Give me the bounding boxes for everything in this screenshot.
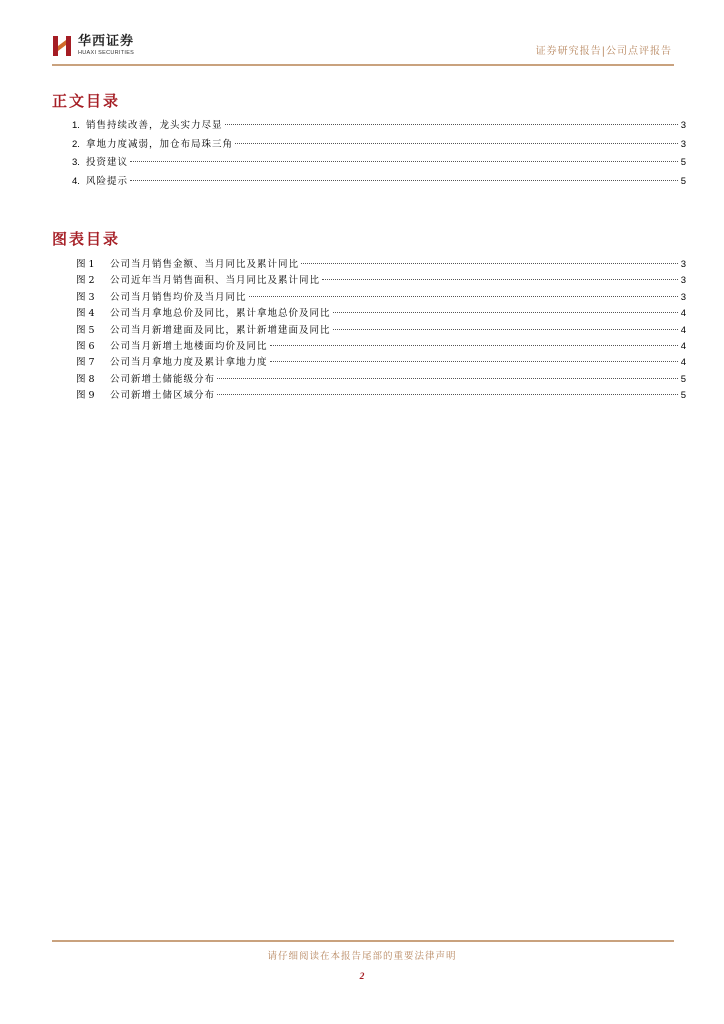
figure-label: 图 4 (76, 308, 95, 320)
toc-entry[interactable] (72, 136, 686, 155)
toc-entry-title: 风险提示 (86, 175, 129, 187)
toc-title: 正文目录 (52, 92, 121, 110)
toc-entry[interactable] (72, 173, 686, 192)
toc-list (72, 117, 686, 191)
toc-entry-title: 拿地力度减弱，加仓布局珠三角 (86, 138, 234, 150)
header-divider (52, 64, 674, 66)
figure-page: 4 (680, 357, 686, 369)
dot-leader (333, 329, 678, 330)
figure-page: 3 (680, 259, 686, 270)
dot-leader (225, 124, 678, 125)
dot-leader (270, 361, 678, 362)
figure-entry[interactable] (76, 354, 686, 370)
toc-entry-title: 销售持续改善，龙头实力尽显 (86, 120, 223, 131)
toc-entry[interactable] (72, 154, 686, 173)
page-header (52, 34, 674, 66)
figure-title: 公司当月销售均价及当月同比 (110, 291, 247, 303)
dot-leader (217, 378, 678, 379)
figure-label: 图 6 (76, 340, 95, 352)
figure-title: 公司新增土储区域分布 (110, 390, 216, 402)
toc-entry-page: 5 (680, 175, 686, 187)
toc-entry-page: 3 (680, 138, 686, 150)
figure-entry[interactable] (76, 289, 686, 305)
figure-title: 公司新增土储能级分布 (110, 373, 216, 385)
toc-entry[interactable] (72, 117, 686, 136)
dot-leader (270, 345, 678, 346)
figure-title: 公司当月拿地总价及同比，累计拿地总价及同比 (110, 308, 331, 320)
brand-logo (52, 34, 134, 58)
figure-list (76, 256, 686, 404)
figure-page: 4 (680, 340, 686, 352)
toc-entry-number: 4. (72, 175, 80, 187)
figure-title: 公司当月新增土地楼面均价及同比 (110, 340, 268, 352)
huaxi-logo-icon (52, 34, 72, 58)
figure-page: 5 (680, 373, 686, 385)
figure-label: 图 1 (76, 259, 95, 270)
toc-entry-number: 3. (72, 157, 80, 168)
figure-entry[interactable] (76, 272, 686, 288)
dot-leader (249, 296, 678, 297)
figure-entry[interactable] (76, 338, 686, 354)
legal-notice: 请仔细阅读在本报告尾部的重要法律声明 (267, 951, 457, 962)
figure-title: 公司当月销售金额、当月同比及累计同比 (110, 259, 300, 270)
figure-title: 公司当月新增建面及同比，累计新增建面及同比 (110, 324, 331, 336)
footer-divider (52, 940, 674, 942)
figure-label: 图 2 (76, 275, 95, 287)
figure-entry[interactable] (76, 322, 686, 338)
figure-entry[interactable] (76, 387, 686, 403)
page-number: 2 (359, 972, 365, 982)
toc-entry-page: 3 (680, 120, 686, 131)
figure-page: 4 (680, 308, 686, 320)
figure-label: 图 8 (76, 373, 95, 385)
figure-page: 3 (680, 291, 686, 303)
figure-entry[interactable] (76, 371, 686, 387)
toc-entry-title: 投资建议 (86, 157, 129, 168)
toc-entry-page: 5 (680, 157, 686, 168)
dot-leader (130, 180, 678, 181)
figure-entry[interactable] (76, 305, 686, 321)
report-type: 证券研究报告|公司点评报告 (535, 46, 672, 57)
dot-leader (333, 312, 678, 313)
dot-leader (217, 394, 678, 395)
figures-title: 图表目录 (52, 230, 121, 248)
toc-entry-number: 1. (72, 120, 80, 131)
figure-title: 公司近年当月销售面积、当月同比及累计同比 (110, 275, 321, 287)
brand-name-cn: 华西证券 (78, 34, 135, 49)
dot-leader (322, 279, 678, 280)
toc-entry-number: 2. (72, 138, 80, 150)
figure-label: 图 5 (76, 324, 95, 336)
brand-name-en: HUAXI SECURITIES (78, 50, 135, 56)
figure-label: 图 9 (76, 390, 95, 402)
dot-leader (130, 161, 678, 162)
figure-page: 3 (680, 275, 686, 287)
figure-label: 图 3 (76, 291, 95, 303)
figure-entry[interactable] (76, 256, 686, 272)
figure-page: 5 (680, 390, 686, 402)
figure-page: 4 (680, 324, 686, 336)
dot-leader (235, 143, 678, 144)
dot-leader (301, 263, 678, 264)
figure-title: 公司当月拿地力度及累计拿地力度 (110, 357, 268, 369)
figure-label: 图 7 (76, 357, 95, 369)
